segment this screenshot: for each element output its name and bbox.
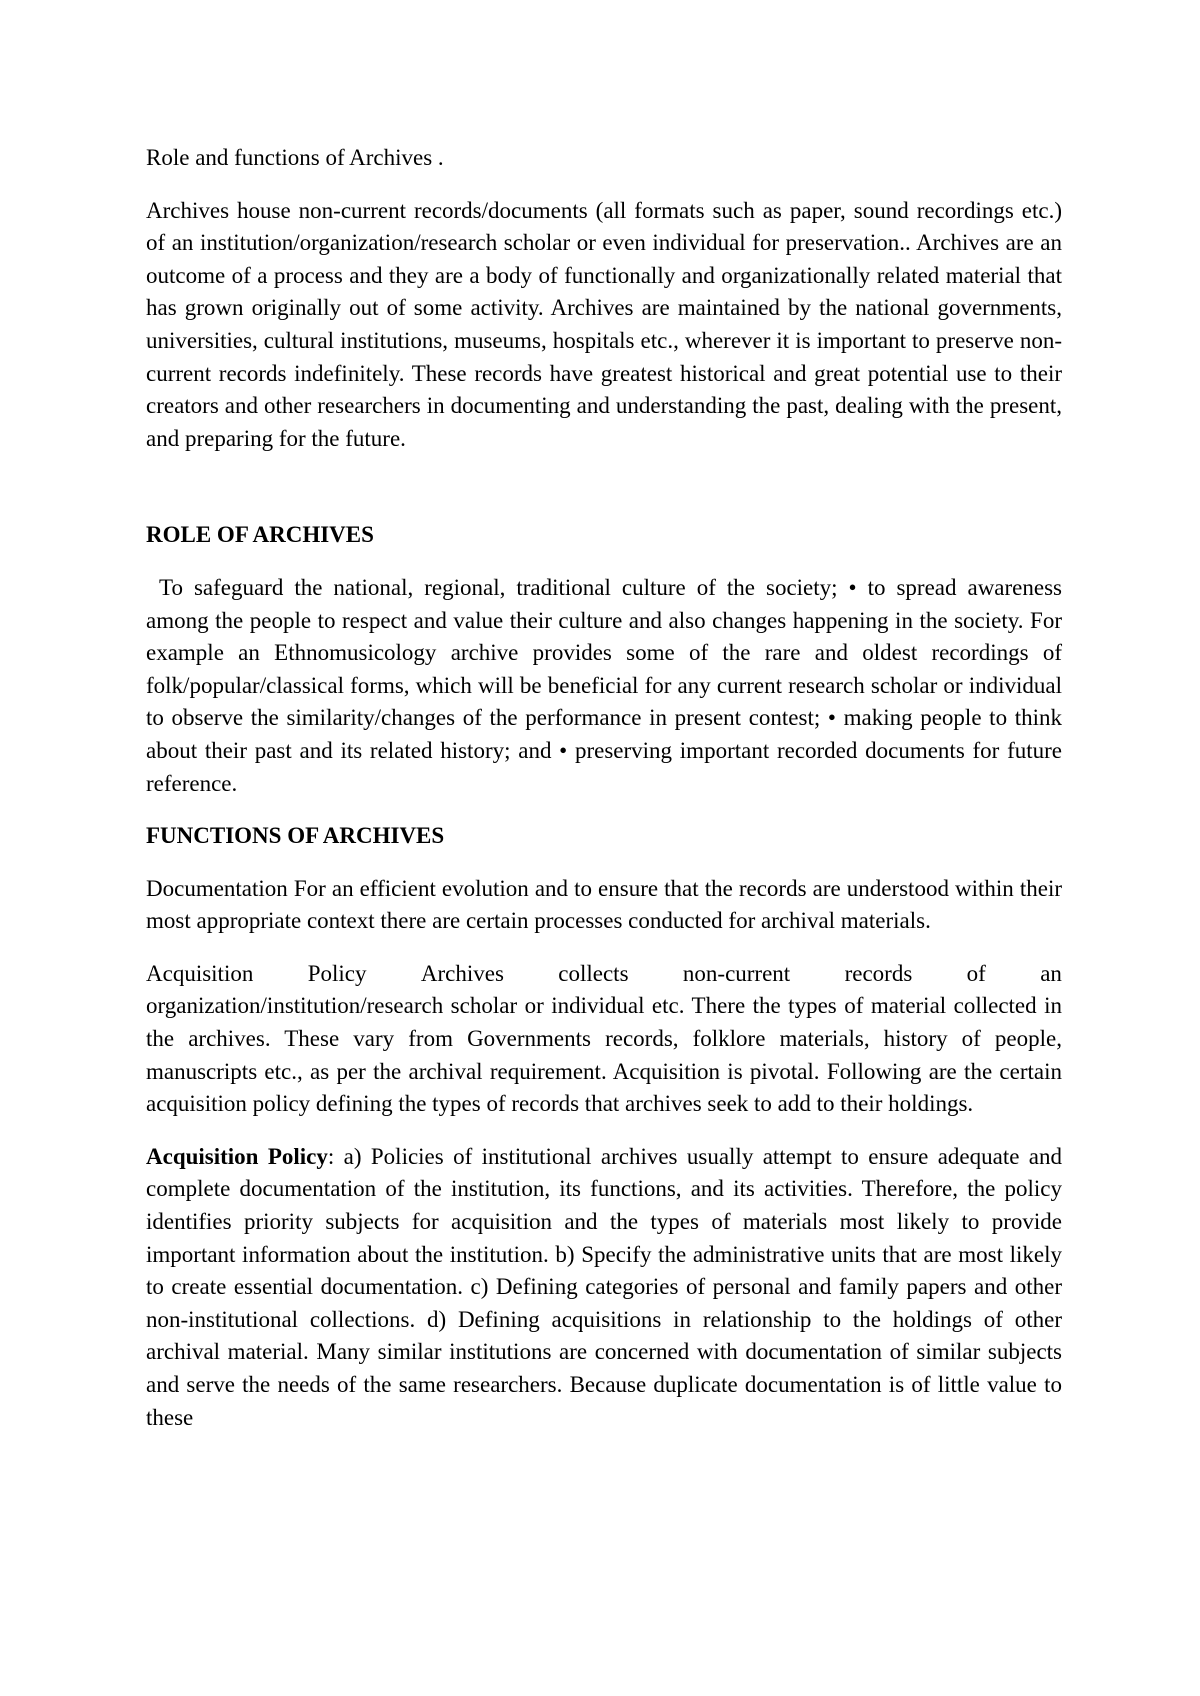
acq-word: Archives	[420, 960, 504, 986]
document-page	[146, 142, 1062, 1454]
acquisition-paragraph	[146, 958, 1062, 1121]
functions-heading: FUNCTIONS OF ARCHIVES	[146, 823, 445, 849]
role-paragraph: To safeguard the national, regional, traditional culture of the society; • to spread awareness among the people to respect and value their culture and also changes happening in the society. For example an Ethnomusicology archive provides some of the rare and oldest recordings of folk/popular/classical forms, which will be beneficial for any current research scholar or individual to observe the similarity/changes of the performance in present contest; • making people to think about their past and its related history; and • preserving important recorded documents for future reference.	[146, 574, 1062, 796]
acq-word: records	[844, 960, 913, 986]
acq-word: an	[1040, 960, 1062, 986]
acq-word: of	[966, 960, 986, 986]
acq-word: collects	[558, 960, 629, 986]
acq-word: Acquisition	[146, 960, 254, 986]
intro-paragraph: Archives house non-current records/documents (all formats such as paper, sound recordings etc.) of an institution/organization/research scholar or even individual for preservation.. Archives are an outcome of a process and they are a body of functionally and organizationally related material that has grown originally out of some activity. Archives are maintained by the national governments, universities, cultural institutions, museums, hospitals etc., wherever it is important to preserve non-current records indefinitely. These records have greatest historical and great potential use to their creators and other researchers in documenting and understanding the past, dealing with the present, and preparing for the future.	[146, 197, 1062, 451]
acq-word: non-current	[682, 960, 791, 986]
policy-label: Acquisition Policy	[146, 1143, 328, 1169]
policy-text: : a) Policies of institutional archives usually attempt to ensure adequate and complete documentation of the institution, its functions, and its activities. Therefore, the policy identifies priority subjects for acquisition and the types of materials most likely to provide important information about the institution. b) Specify the administrative units that are most likely to create essential documentation. c) Defining categories of personal and family papers and other non-institutional collections. d) Defining acquisitions in relationship to the holdings of other archival material. Many similar institutions are concerned with documentation of similar subjects and serve the needs of the same researchers. Because duplicate documentation is of little value to these	[146, 1143, 1063, 1430]
acq-word: Policy	[307, 960, 367, 986]
acquisition-text: organization/institution/research scholar or individual etc. There the types of material collected in the archives. These vary from Governments records, folklore materials, history of people, manuscripts etc., as per the archival requirement. Acquisition is pivotal. Following are the certain acquisition policy defining the types of records that archives seek to add to their holdings.	[146, 993, 1062, 1117]
role-heading: ROLE OF ARCHIVES	[146, 522, 374, 548]
document-title: Role and functions of Archives .	[146, 145, 444, 170]
documentation-paragraph: Documentation For an efficient evolution and to ensure that the records are understood within their most appropriate context there are certain processes conducted for archival materials.	[146, 875, 1062, 934]
policy-paragraph	[146, 1141, 1062, 1434]
acquisition-first-line	[146, 958, 1062, 991]
